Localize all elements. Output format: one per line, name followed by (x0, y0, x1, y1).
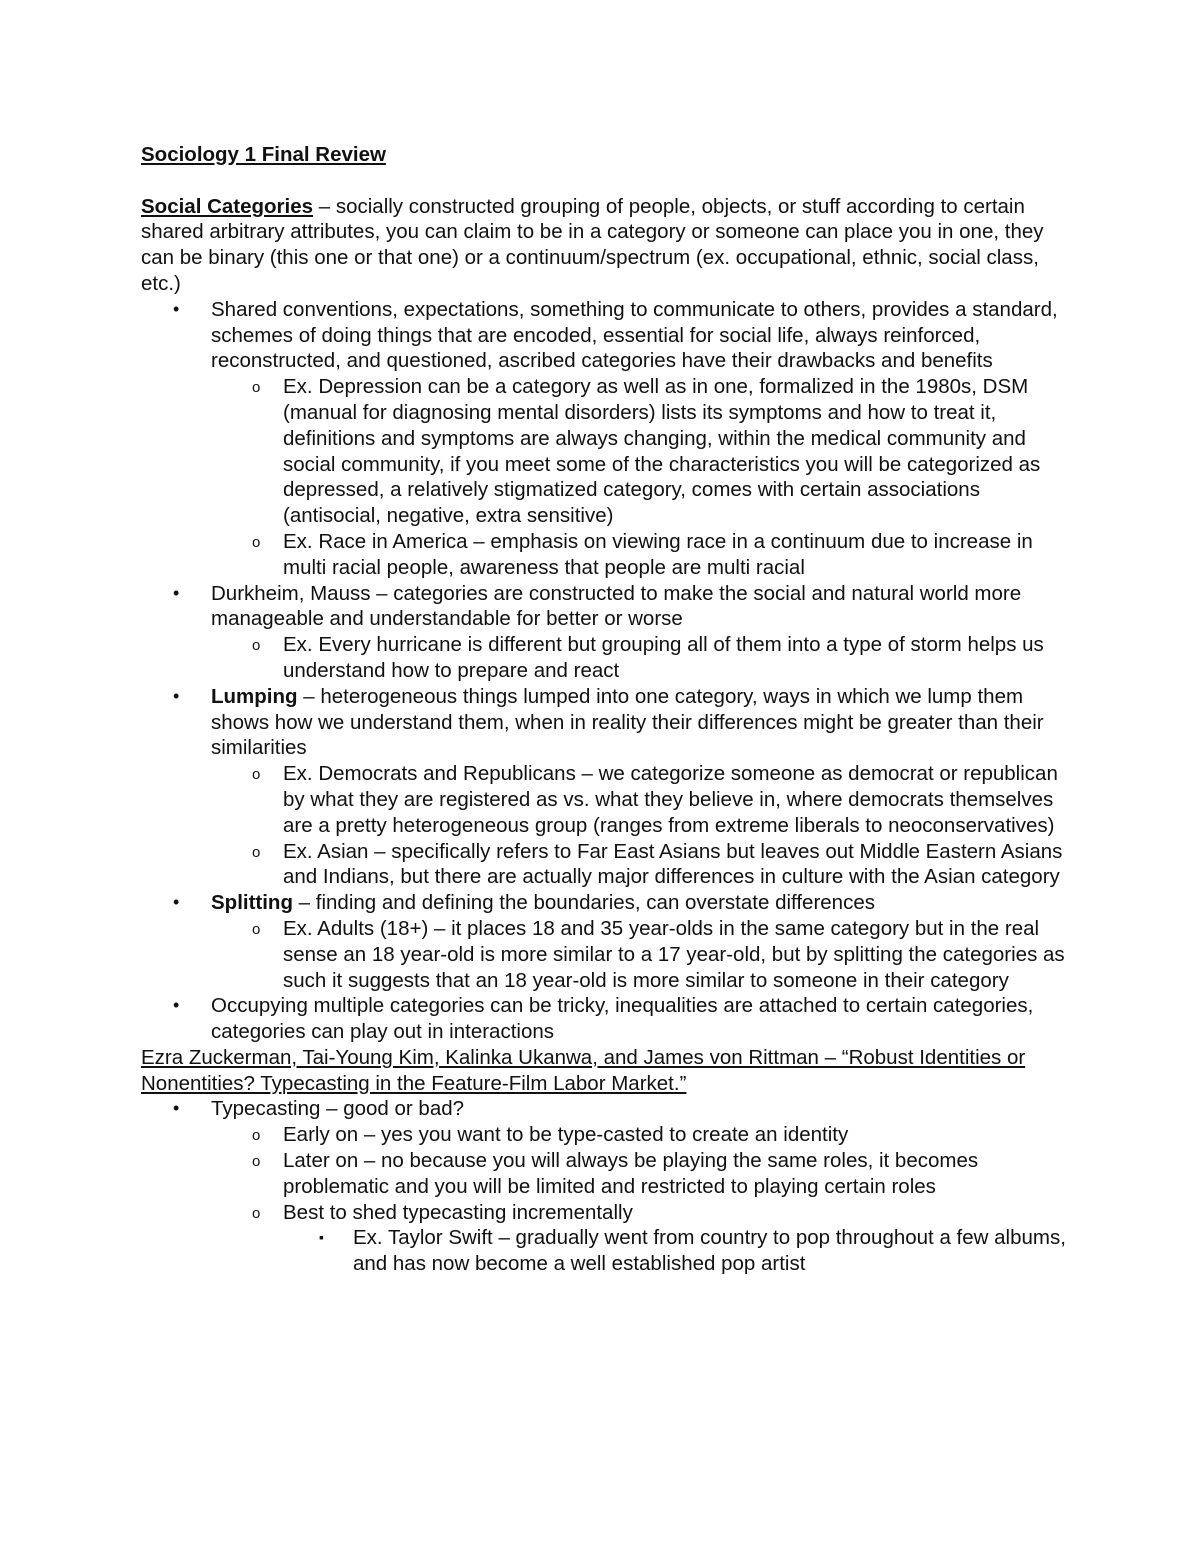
intro-term: Social Categories (141, 194, 314, 218)
document-body (141, 142, 1066, 1277)
list-item (141, 684, 1066, 761)
bullet-icon: • (173, 685, 180, 706)
circle-bullet-icon: o (252, 379, 261, 397)
sub-list-item (141, 761, 1066, 838)
sub-list-item (141, 1122, 1066, 1148)
circle-bullet-icon: o (252, 1127, 261, 1145)
sub-list-item (141, 374, 1066, 529)
bullet-icon: • (173, 582, 180, 603)
square-bullet-icon: ▪ (319, 1229, 324, 1246)
circle-bullet-icon: o (252, 1204, 261, 1222)
circle-bullet-icon: o (252, 766, 261, 784)
list-item (141, 297, 1066, 374)
intro-text: – socially constructed grouping of people, objects, or stuff according to certain shared arbitrary attributes, you can claim to be in a category or someone can place you in one, they can be binary (this one or that one) or a continuum/spectrum (ex. occupational, ethnic, social class, etc.) (141, 194, 1044, 295)
item-text: Ex. Asian – specifically refers to Far East Asians but leaves out Middle Eastern Asians and Indians, but there are actually major differences in culture with the Asian category (283, 839, 1063, 889)
sub-list-item (141, 916, 1066, 993)
circle-bullet-icon: o (252, 843, 261, 861)
sub-list-item (141, 1200, 1066, 1226)
item-text: Ex. Depression can be a category as well as in one, formalized in the 1980s, DSM (manual for diagnosing mental disorders) lists its symptoms and how to treat it, definitions and symptoms are always changing, within the medical community and social community, if you meet some of the characteristics you will be categorized as depressed, a relatively stigmatized category, comes with certain associations (antisocial, negative, extra sensitive) (283, 375, 1041, 528)
sub-list-item (141, 529, 1066, 581)
list-item (141, 993, 1066, 1045)
item-text: Ex. Adults (18+) – it places 18 and 35 year-olds in the same category but in the real sense an 18 year-old is more similar to a 17 year-old, but by splitting the categories as such it suggests that an 18 year-old is more similar to someone in their category (283, 916, 1065, 992)
bullet-icon: • (173, 298, 180, 319)
page-title: Sociology 1 Final Review (141, 143, 386, 166)
item-text: Later on – no because you will always be playing the same roles, it becomes problematic and you will be limited and restricted to playing certain roles (283, 1149, 979, 1198)
item-text: Shared conventions, expectations, something to communicate to others, provides a standard, schemes of doing things that are encoded, essential for social life, always reinforced, reconstructed, and questioned, ascribed categories have their drawbacks and benefits (211, 297, 1058, 373)
item-text: Best to shed typecasting incrementally (283, 1200, 633, 1224)
list-item (141, 1096, 1066, 1122)
circle-bullet-icon: o (252, 533, 261, 551)
item-text: – heterogeneous things lumped into one category, ways in which we lump them shows how we understand them, when in reality their differences might be greater than their similarities (211, 684, 1044, 760)
item-text: Ex. Democrats and Republicans – we categorize someone as democrat or republican by what they are registered as vs. what they believe in, where democrats themselves are a pretty heterogeneous group (ranges from extreme liberals to neoconservatives) (283, 762, 1058, 837)
reading-reference: Ezra Zuckerman, Tai-Young Kim, Kalinka Ukanwa, and James von Rittman – “Robust Identities or Nonentities? Typecasting in the Feature-Film Labor Market.” (141, 1045, 1026, 1095)
item-term: Splitting (211, 891, 293, 915)
sub-list-item (141, 1148, 1066, 1200)
item-text: Early on – yes you want to be type-casted to create an identity (283, 1123, 849, 1147)
sub-sub-list-item (141, 1225, 1066, 1277)
list-item (141, 581, 1066, 633)
circle-bullet-icon: o (252, 637, 261, 655)
intro-paragraph (141, 194, 1066, 297)
item-term: Lumping (211, 684, 298, 708)
section1-list (141, 297, 1066, 1045)
item-text: – finding and defining the boundaries, can overstate differences (292, 891, 875, 915)
item-text: Typecasting – good or bad? (211, 1097, 465, 1121)
sub-list-item (141, 632, 1066, 684)
item-text: Occupying multiple categories can be tricky, inequalities are attached to certain categories, categories can play out in interactions (211, 994, 1034, 1044)
sub-list-item (141, 839, 1066, 891)
circle-bullet-icon: o (252, 920, 261, 938)
item-text: Ex. Taylor Swift – gradually went from country to pop throughout a few albums, and has now become a well established pop artist (353, 1226, 1066, 1276)
bullet-icon: • (173, 1098, 180, 1119)
item-text: Ex. Race in America – emphasis on viewing race in a continuum due to increase in multi racial people, awareness that people are multi racial (283, 529, 1033, 579)
item-text: Ex. Every hurricane is different but grouping all of them into a type of storm helps us understand how to prepare and react (283, 633, 1044, 682)
bullet-icon: • (173, 892, 180, 913)
blank-line (141, 168, 1066, 194)
item-text: Durkheim, Mauss – categories are constructed to make the social and natural world more manageable and understandable for better or worse (211, 581, 1022, 631)
circle-bullet-icon: o (252, 1153, 261, 1171)
list-item (141, 890, 1066, 916)
bullet-icon: • (173, 995, 180, 1016)
section2-list (141, 1096, 1066, 1277)
